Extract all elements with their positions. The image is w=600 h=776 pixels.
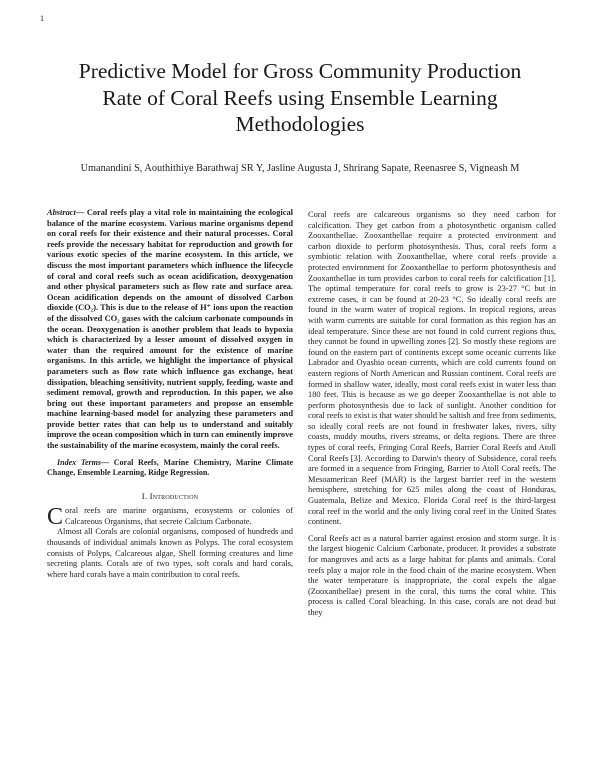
author-list: Umanandini S, Aouthithiye Barathwaj SR Y, Jasline Augusta J, Shrirang Sapate, Reenasree S, Vigneash M xyxy=(80,163,520,174)
section-numeral: I. xyxy=(141,490,150,501)
index-terms-text: — Coral Reefs, Marine Chemistry, Marine Climate Change, Ensemble Learning, Ridge Regression. xyxy=(47,457,293,477)
left-column xyxy=(47,208,293,580)
drop-cap: C xyxy=(47,504,64,531)
right-paragraph-1: Coral reefs are calcareous organisms so they need carbon for calcification. They get carbon from a photosynthetic organism called Zooxanthellae. Zooxanthellae require a protected environment and carbon dioxide to perform photosynthesis. Thus, coral reefs form a symbiotic relation with Zooxanthellae, where coral reefs provide a protected environment for Zooxanthellae to perform photosynthesis and Zooxanthellae in turn provides carbon to coral reefs for calcification [1]. The optimal temperature for coral reefs to grow is 23-27 °C but in extreme cases, it can be found at 20-23 °C. So ideally coral reefs are found in the warm water of tropical regions. In tropical regions, areas with warm currents are suitable for coral formation as this region has an ideal temperature. Since these are not found in cold current regions thus, they cannot be found in upwelling zones [2]. So mostly these regions are found on the eastern part of continents except some oceanic currents like Labrador and Oyashio ocean currents, which are cold currents found on eastern regions of North American and Russian continent. Coral reefs are formed in shallow water, ideally, most coral reefs exist in water less than 180 feet. This is because as we go deeper Zooxanthellae is not able to perform photosynthesis due to lack of sunlight. Another condition for coral reefs to exist is that water should be saltish and free from sediments, so ideally coral reefs are not found in freshwater lakes, rivers, silty coasts, muddy mouths, rivers streams, or delta regions. There are three types of coral reefs, Fringing Coral Reefs, Barrier Coral Reefs and Atoll Coral Reefs [3]. According to Darwin's theory of Subsidence, coral reefs are formed in a sequence from Fringing, Barrier to Atoll Coral reefs. The Mesoamerican Reef (MAR) is the largest barrier reef in the western hemisphere, stretching for 625 miles along the coast of Honduras, Guatemala, Belize and Mexico. Florida Coral reef is the third-largest coral reef in the world and the only living coral reef in the United States continent. xyxy=(308,210,556,527)
index-terms-label: Index Terms xyxy=(57,457,102,467)
intro-paragraph-2: Almost all Corals are colonial organisms, composed of hundreds and thousands of individual animals known as Polyps. The coral ecosystem consists of Polyps, Calcareous algae, Shell forming creatures and lime secreting plants. Corals are of two types, soft corals and hard corals, where hard corals have a main contribution to coral reefs. xyxy=(47,527,293,579)
intro-paragraph-1-text: oral reefs are marine organisms, ecosystems or colonies of Calcareous Organisms, that secrete Calcium Carbonate. xyxy=(65,506,293,526)
intro-paragraph-1 xyxy=(47,504,293,531)
abstract-label: Abstract xyxy=(47,208,76,217)
paper-title: Predictive Model for Gross Community Production Rate of Coral Reefs using Ensemble Learning Methodologies xyxy=(78,59,522,136)
right-column xyxy=(308,210,556,619)
abstract-text: Coral reefs play a vital role in maintaining the ecological balance of the marine ecosystem. Various marine organisms depend on coral reefs for their existence and their natural processes. Coral reefs provide the necessary habitat for reproduction and growth for various exotic species of the marine ecosystem. In this article, we discuss the most important parameters which influence the lifecycle of coral and coral reefs such as ocean acidification, deoxygenation and other physical parameters such as flow rate and surface area. Ocean acidification depends on the amount of dissolved Carbon dioxide (CO₂). This is due to the release of H⁺ ions upon the reaction of the dissolved CO₂ gases with the calcium carbonate compounds in the ocean. Deoxygenation is another problem that leads to hypoxia which is characterized by a lesser amount of dissolved oxygen in water than the required amount for the existence of marine organisms. In this article, we highlight the importance of physical parameters such as flow rate which influence gas exchange, heat dissipation, bleaching sensitivity, nutrient supply, feeding, waste and sediment removal, growth and reproduction. In this paper, we also bring out these important parameters and propose an ensemble machine learning-based model for analyzing these parameters and provide better rates that can help us to understand and suitably improve the ocean composition which in turn can eminently improve the sustainability of the marine ecosystem, mainly the coral reefs. xyxy=(47,208,293,451)
section-heading-introduction xyxy=(47,491,293,502)
section-title: Introduction xyxy=(149,490,199,501)
abstract xyxy=(47,208,293,452)
abstract-dash: — xyxy=(75,208,87,217)
right-paragraph-2: Coral Reefs act as a natural barrier against erosion and storm surge. It is the largest biogenic Calcium Carbonate, producer. It provides a substrate for mangroves and acts as a large habitat for plants and animals. Coral reefs play a major role in the food chain of the marine ecosystem. When the water temperature is inappropriate, the coral expels the algae (Zooxanthellae) present in the coral, this turns the coral white. This process is called Coral bleaching. In this case, corals are not dead but they xyxy=(308,533,556,617)
page-number: 1 xyxy=(40,14,44,23)
index-terms xyxy=(47,458,293,478)
